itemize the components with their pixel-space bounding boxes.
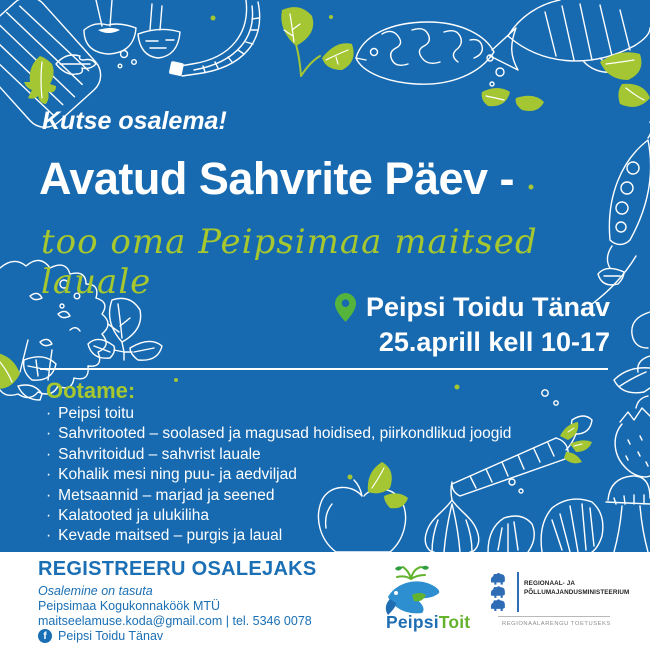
event-title: Avatud Sahvrite Päev - <box>39 153 515 204</box>
invite-line: Kutse osalema! <box>42 107 227 135</box>
list-item: · Peipsi toitu <box>46 405 134 422</box>
list-heading: Ootame: <box>46 378 136 403</box>
list-item: · Kohalik mesi ning puu- ja aedviljad <box>46 466 297 484</box>
list-item: · Sahvritoidud – sahvrist lauale <box>46 445 261 463</box>
contact-line: maitseelamuse.koda@gmail.com | tel. 5346 0078 <box>38 614 312 628</box>
event-datetime: 25.aprill kell 10-17 <box>378 327 610 357</box>
list-item: · Metsaannid – marjad ja seened <box>46 486 275 504</box>
location-name: Peipsi Toidu Tänav <box>365 292 610 322</box>
free-note: Osalemine on tasuta <box>38 584 153 598</box>
ministry-separator <box>517 572 519 612</box>
register-heading: REGISTREERU OSALEJAKS <box>38 558 317 580</box>
divider-line <box>40 368 608 370</box>
organizer-name: Peipsimaa Kogukonnaköök MTÜ <box>38 599 221 613</box>
peipsitoit-logo-icon <box>382 565 440 615</box>
offerings-list <box>46 404 511 547</box>
list-item: · Sahvritooted – soolased ja magusad hoidised, piirkondlikud joogid <box>46 425 512 443</box>
ministry-name: REGIONAAL- JA PÕLLUMAJANDUSMINISTEERIUM <box>524 580 630 596</box>
peipsitoit-wordmark: PeipsiToit <box>386 612 471 632</box>
list-item: · Kalatooted ja ulukiliha <box>46 507 209 525</box>
facebook-page-name: Peipsi Toidu Tänav <box>58 629 164 643</box>
ministry-support-note: REGIONAALARENGU TOETUSEKS <box>502 621 611 627</box>
facebook-row <box>38 629 163 643</box>
list-item: · Kevade maitsed – purgis ja laual <box>46 527 283 545</box>
location-block <box>335 290 610 360</box>
facebook-icon: f <box>38 629 52 643</box>
tagline-script: too oma Peipsimaa maitsed lauale <box>41 222 538 302</box>
location-pin-icon <box>335 293 356 322</box>
estonian-lions-emblem-icon <box>490 572 506 611</box>
ministry-divider <box>498 616 610 617</box>
